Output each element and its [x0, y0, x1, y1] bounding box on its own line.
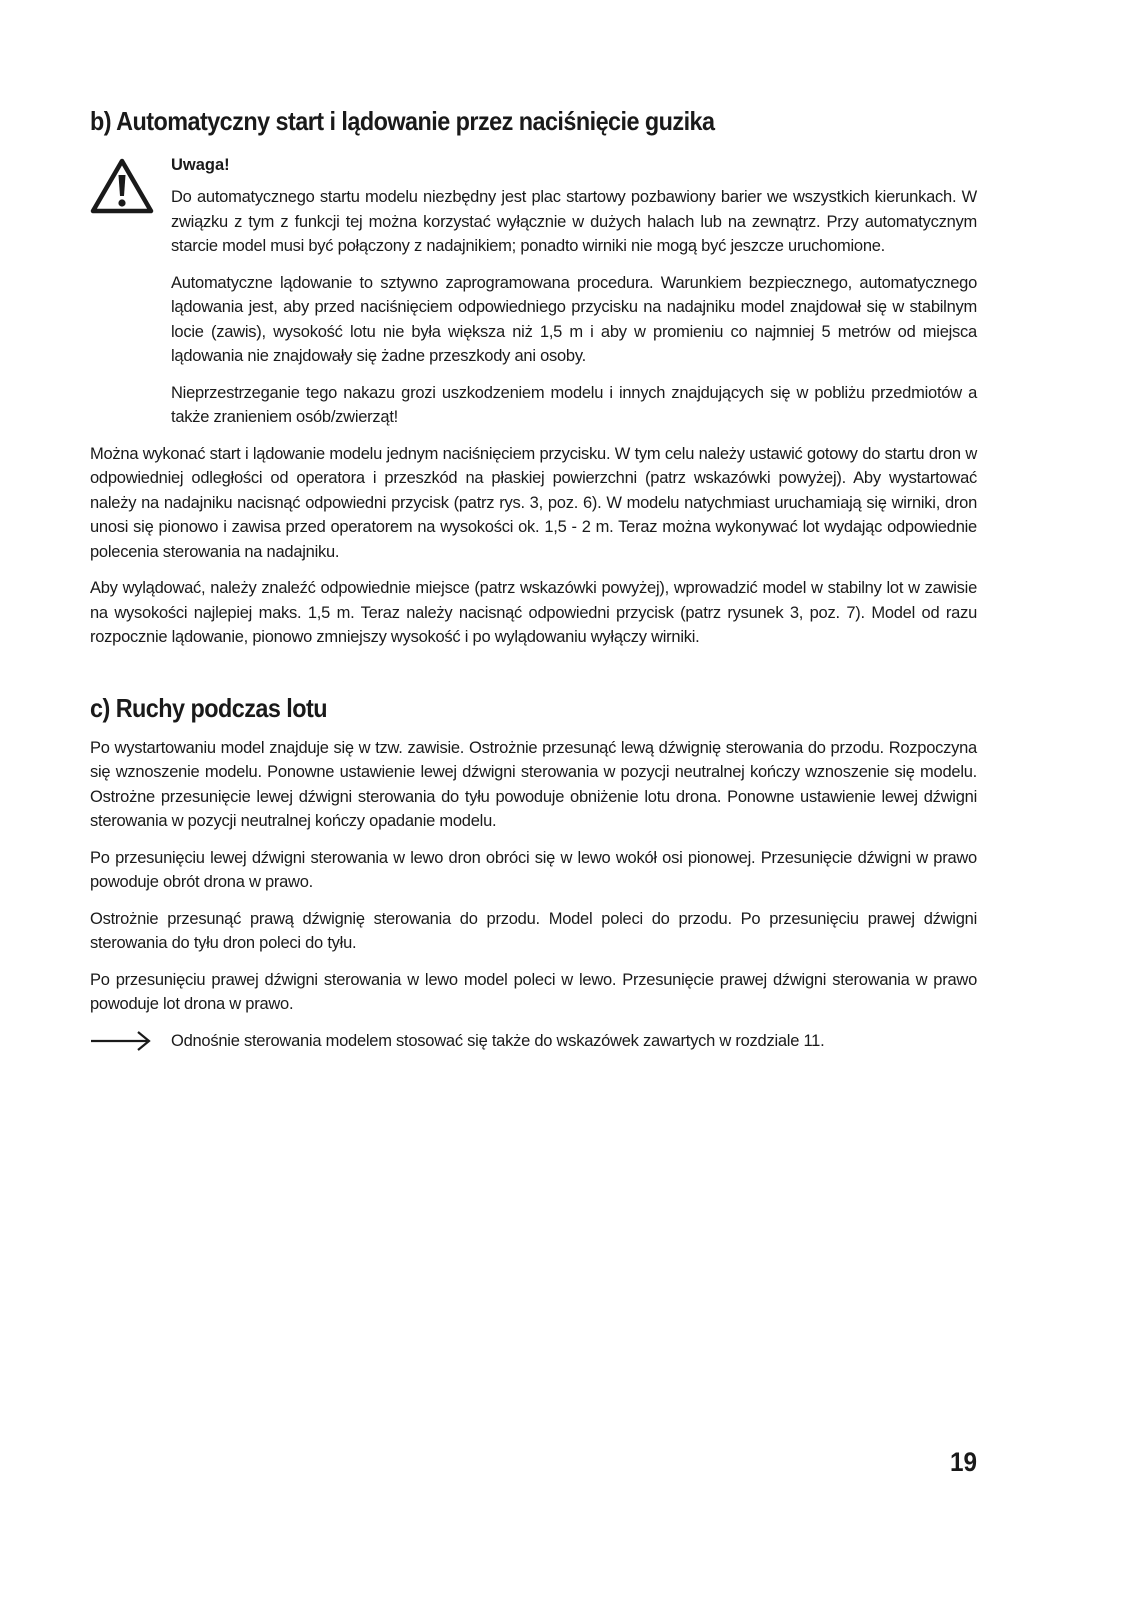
body-paragraph: Można wykonać start i lądowanie modelu jednym naciśnięciem przycisku. W tym celu należy ustawić gotowy do startu dron w odpowiedniej odległości od operatora i przeszkód na płaskiej powierzchni (patrz wskazówki powyżej). Aby wystartować należy na nadajniku nacisnąć odpowiedni przycisk (patrz rys. 3, poz. 6). W modelu natychmiast uruchamiają się wirniki, dron unosi się pionowo i zawisa przed operatorem na wysokości ok. 1,5 - 2 m. Teraz można wykonywać lot wydając odpowiednie polecenia sterowania na nadajniku. [90, 444, 977, 561]
warning-block [90, 153, 977, 430]
note-block [90, 1029, 977, 1054]
warning-paragraph: Nieprzestrzeganie tego nakazu grozi uszkodzeniem modelu i innych znajdujących się w pobliżu przedmiotów a także zranieniem osób/zwierząt! [171, 383, 977, 426]
body-paragraph: Po przesunięciu lewej dźwigni sterowania w lewo dron obróci się w lewo wokół osi pionowej. Przesunięcie dźwigni w prawo powoduje obrót drona w prawo. [90, 848, 977, 891]
body-paragraph: Aby wylądować, należy znaleźć odpowiednie miejsce (patrz wskazówki powyżej), wprowadzić model w stabilny lot w zawisie na wysokości najlepiej maks. 1,5 m. Teraz należy nacisnąć odpowiedni przycisk (patrz rysunek 3, poz. 7). Model od razu rozpocznie lądowanie, pionowo zmniejszy wysokość i po wylądowaniu wyłączy wirniki. [90, 579, 977, 646]
page-number: 19 [949, 1447, 977, 1477]
note-text: Odnośnie sterowania modelem stosować się także do wskazówek zawartych w rozdziale 11. [171, 1031, 825, 1050]
body-paragraph: Ostrożnie przesunąć prawą dźwignię sterowania do przodu. Model poleci do przodu. Po przesunięciu prawej dźwigni sterowania do tyłu dron poleci do tyłu. [90, 909, 977, 952]
warning-paragraph: Automatyczne lądowanie to sztywno zaprogramowana procedura. Warunkiem bezpiecznego, automatycznego lądowania jest, aby przed naciśnięciem odpowiedniego przycisku na nadajniku model znajdował się w stabilnym locie (zawis), wysokość lotu nie była większa niż 1,5 m i aby w promieniu co najmniej 5 metrów od miejsca lądowania nie znajdowały się żadne przeszkody ani osoby. [171, 273, 977, 365]
document-page [90, 106, 977, 1053]
warning-paragraph: Do automatycznego startu modelu niezbędny jest plac startowy pozbawiony barier we wszystkich kierunkach. W związku z tym z funkcji tej można korzystać wyłącznie w dużych halach lub na zewnątrz. Przy automatycznym starcie model musi być połączony z nadajnikiem; ponadto wirniki nie mogą być jeszcze uruchomione. [171, 188, 977, 255]
body-paragraph: Po wystartowaniu model znajduje się w tzw. zawisie. Ostrożnie przesunąć lewą dźwignię sterowania do przodu. Rozpoczyna się wznoszenie modelu. Ponowne ustawienie lewej dźwigni sterowania w pozycji neutralnej kończy wznoszenie się modelu. Ostrożne przesunięcie lewej dźwigni sterowania do tyłu powoduje obniżenie lotu drona. Ponowne ustawienie lewej dźwigni sterowania w pozycji neutralnej kończy opadanie modelu. [90, 738, 977, 830]
body-paragraph: Po przesunięciu prawej dźwigni sterowania w lewo model poleci w lewo. Przesunięcie prawej dźwigni sterowania w prawo powoduje lot drona w prawo. [90, 970, 977, 1013]
warning-title: Uwaga! [171, 156, 230, 174]
warning-triangle-icon [90, 157, 154, 215]
section-b-heading: b) Automatyczny start i lądowanie przez naciśnięcie guzika [90, 106, 715, 136]
arrow-right-icon [90, 1030, 152, 1052]
section-c-heading: c) Ruchy podczas lotu [90, 692, 327, 723]
